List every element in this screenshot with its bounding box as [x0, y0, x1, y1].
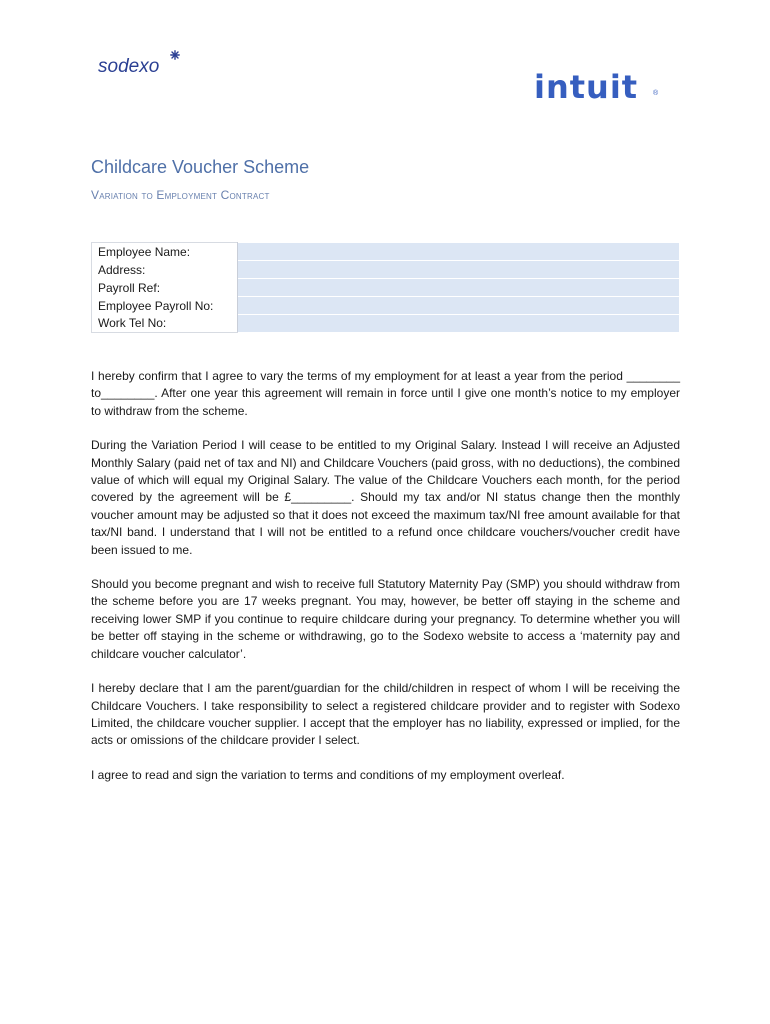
intuit-logo	[534, 68, 664, 108]
sodexo-logo	[98, 50, 188, 80]
agreement-paragraph-period: I hereby confirm that I agree to vary the terms of my employment for at least a year from the period ________ to________. After one year this agreement will remain in force until I give one month’s notice to my employer to withdraw from the scheme.	[91, 369, 680, 418]
agreement-paragraph-maternity: Should you become pregnant and wish to receive full Statutory Maternity Pay (SMP) you should withdraw from the scheme before you are 17 weeks pregnant. You may, however, be better off staying in the scheme and receiving lower SMP if you continue to require childcare during your pregnancy. To determine whether you will be better off staying in the scheme or withdrawing, go to the Sodexo website to access a ‘maternity pay and childcare voucher calculator’.	[91, 577, 680, 661]
sodexo-star-icon	[170, 50, 180, 60]
page-subtitle: Variation to Employment Contract	[91, 188, 270, 202]
payroll-ref-field[interactable]	[238, 279, 680, 297]
employee-payroll-no-field[interactable]	[238, 297, 680, 315]
agreement-paragraph-overleaf: I agree to read and sign the variation to terms and conditions of my employment overleaf.	[91, 767, 565, 782]
table-row	[92, 315, 680, 333]
employee-name-label: Employee Name:	[92, 243, 238, 261]
employee-payroll-no-label: Employee Payroll No:	[92, 297, 238, 315]
table-row	[92, 297, 680, 315]
sodexo-wordmark: sodexo	[98, 56, 160, 77]
table-row	[92, 261, 680, 279]
address-field[interactable]	[238, 261, 680, 279]
table-row	[92, 243, 680, 261]
employee-details-table	[91, 242, 680, 333]
registered-mark: ®	[653, 90, 659, 97]
work-tel-no-field[interactable]	[238, 315, 680, 333]
page-title: Childcare Voucher Scheme	[91, 157, 310, 177]
address-label: Address:	[92, 261, 238, 279]
agreement-paragraph-salary: During the Variation Period I will cease to be entitled to my Original Salary. Instead I will receive an Adjusted Monthly Salary (paid net of tax and NI) and Childcare Vouchers (paid gross, with no deductions), the combined value of which will equal my Original Salary. The value of the Childcare Vouchers each month, for the period covered by the agreement will be £_________. Should my tax and/or NI status change then the monthly voucher amount may be adjusted so that it does not exceed the maximum tax/NI free amount available for that tax/NI band. I understand that I will not be entitled to a refund once childcare vouchers/voucher credit have been issued to me.	[91, 438, 680, 557]
payroll-ref-label: Payroll Ref:	[92, 279, 238, 297]
agreement-body	[91, 368, 680, 801]
work-tel-no-label: Work Tel No:	[92, 315, 238, 333]
agreement-paragraph-declaration: I hereby declare that I am the parent/guardian for the child/children in respect of whom I will be receiving the Childcare Vouchers. I take responsibility to select a registered childcare provider and to register with Sodexo Limited, the childcare voucher supplier. I accept that the employer has no liability, expressed or implied, for the acts or omissions of the childcare provider I select.	[91, 681, 680, 748]
table-row	[92, 279, 680, 297]
intuit-wordmark: intuit	[534, 68, 639, 106]
employee-name-field[interactable]	[238, 243, 680, 261]
